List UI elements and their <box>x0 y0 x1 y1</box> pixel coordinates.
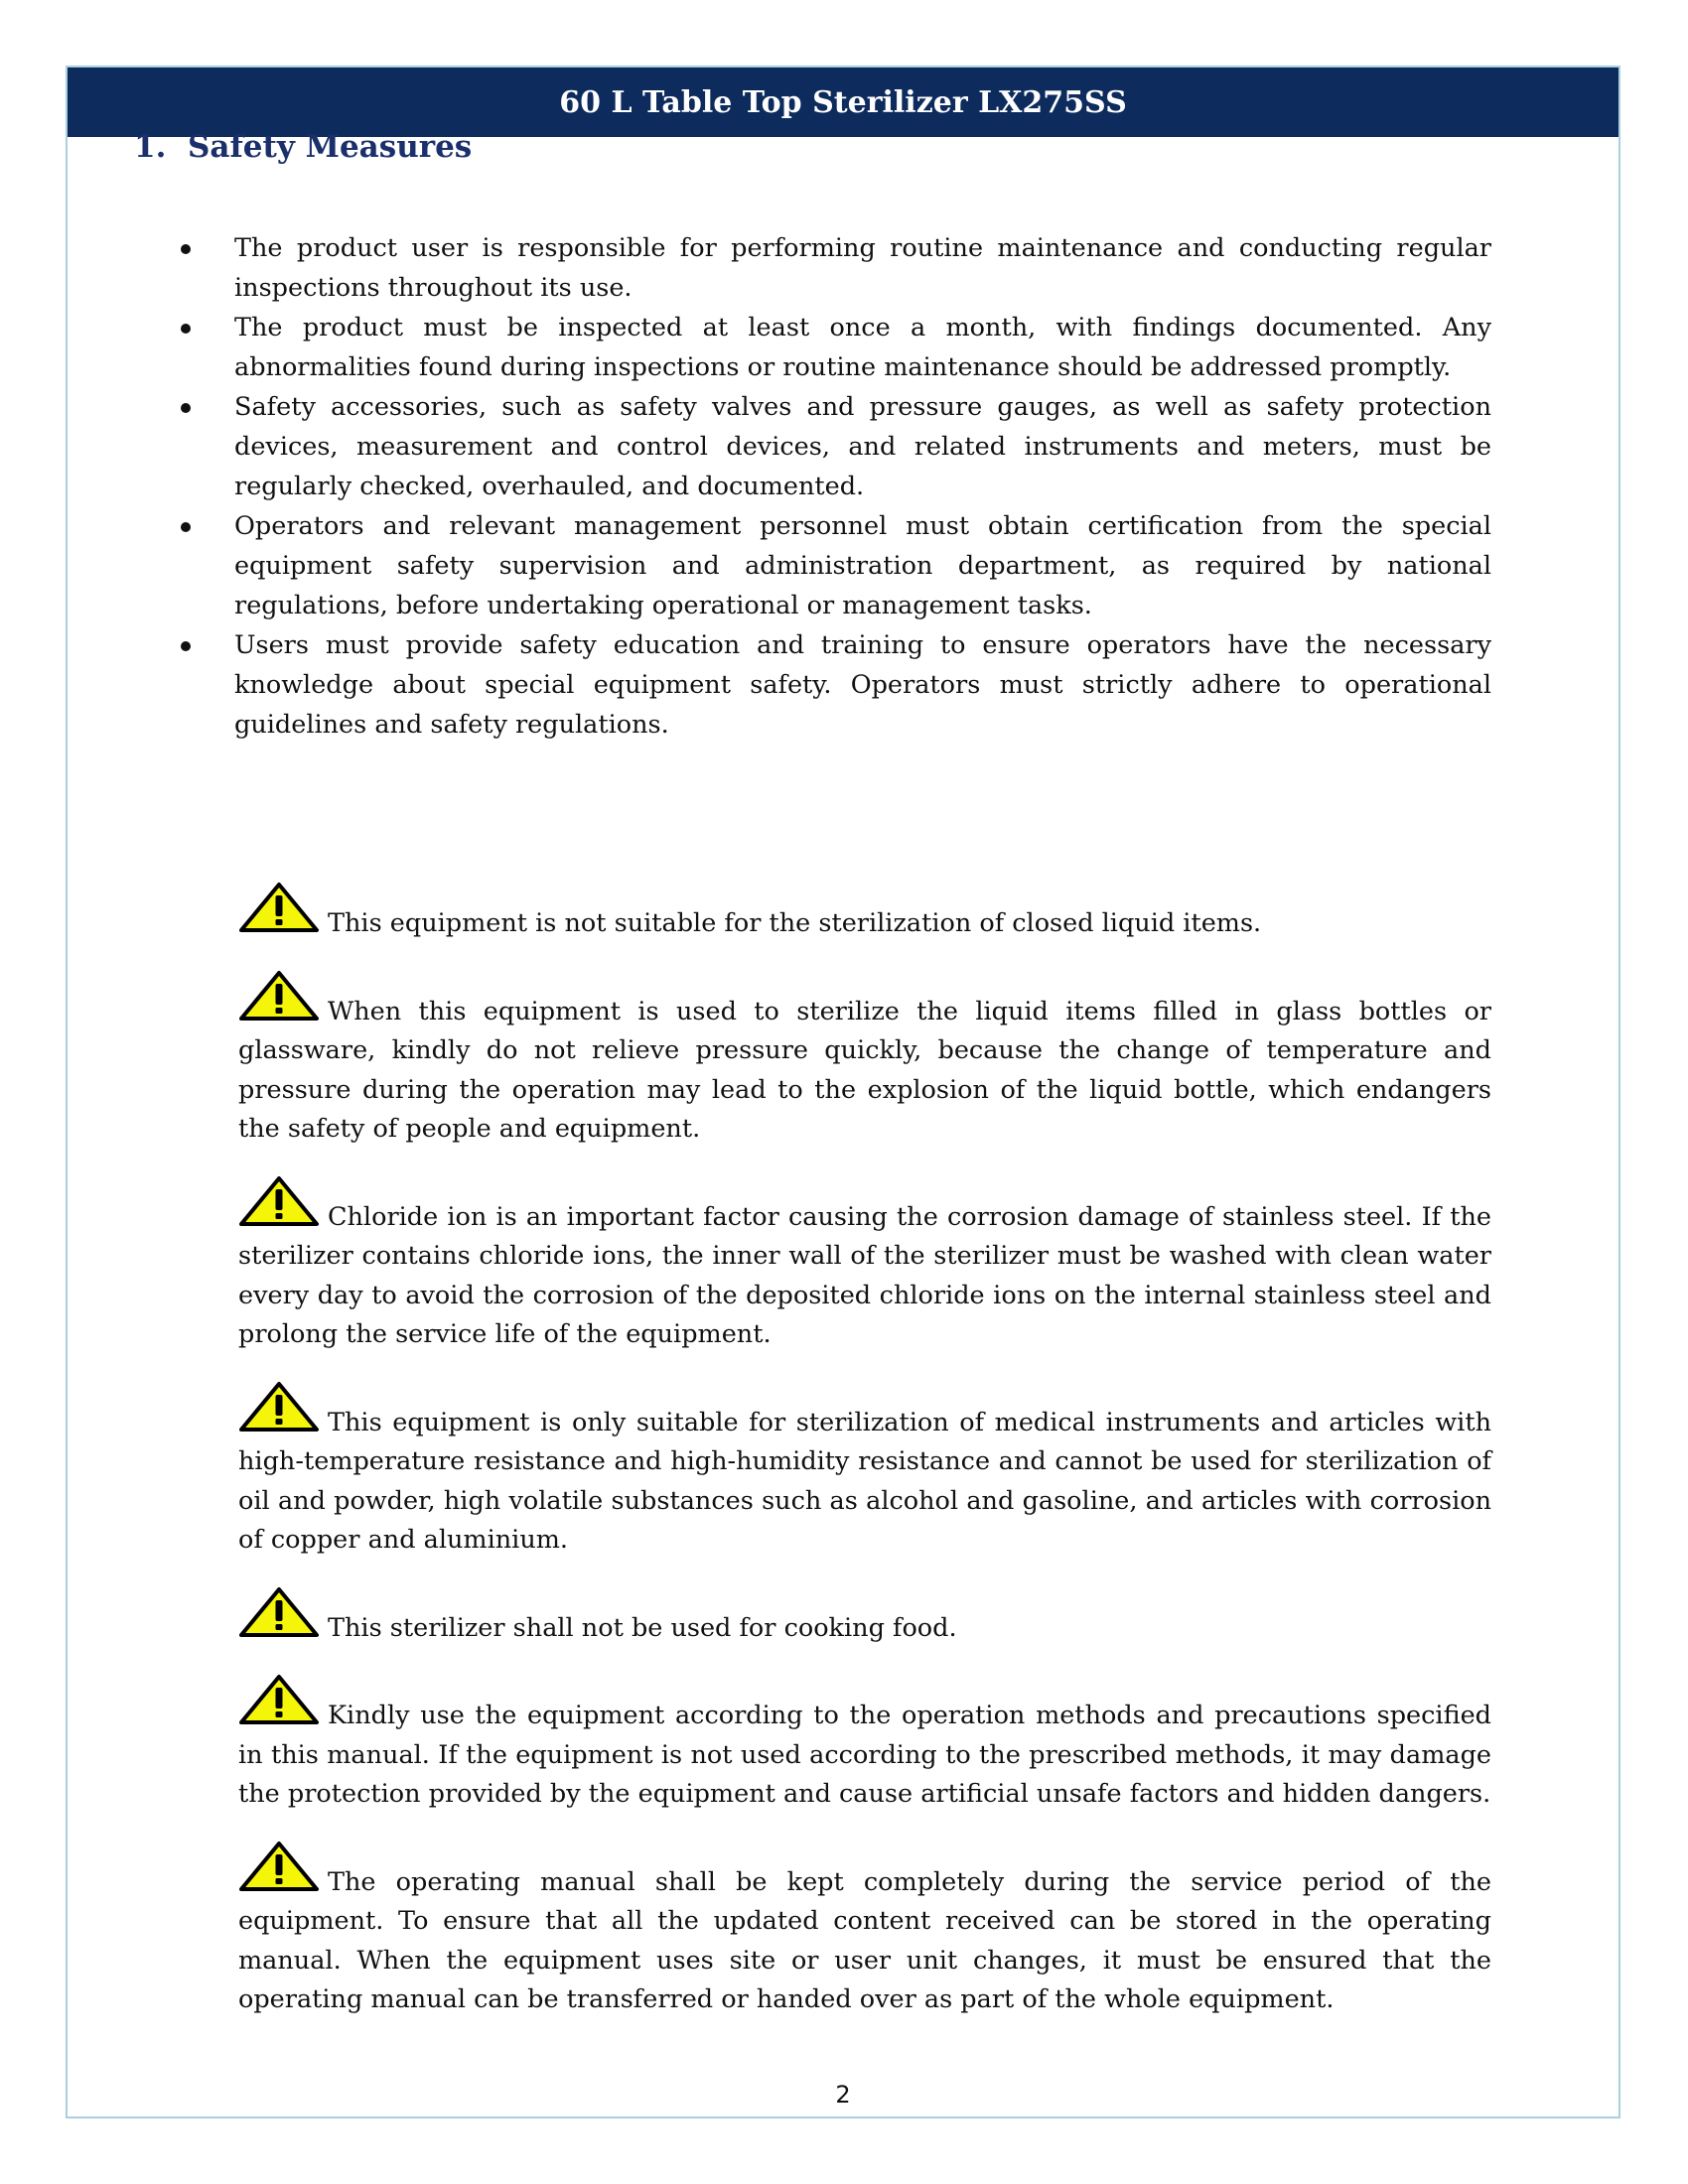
document-header <box>68 68 1618 137</box>
warning-triangle-icon <box>238 1674 320 1725</box>
document-title: 60 L Table Top Sterilizer LX275SS <box>559 84 1127 120</box>
bullet-item <box>171 308 1491 387</box>
warning-item <box>238 1841 1491 2020</box>
bullet-dot-icon <box>181 641 191 651</box>
bullet-text: Safety accessories, such as safety valves and pressure gauges, as well as safety protection devices, measurement and control devices, and related instruments and meters, must be regularly checked, overhauled, and documented. <box>234 392 1491 501</box>
warning-item <box>238 1674 1491 1815</box>
bullet-dot-icon <box>181 324 191 334</box>
warning-triangle-icon <box>238 1586 320 1638</box>
bullet-dot-icon <box>181 522 191 532</box>
bullet-item <box>171 228 1491 308</box>
bullet-dot-icon <box>181 244 191 254</box>
bullet-text: The product must be inspected at least once a month, with findings documented. Any abnormalities found during inspections or routine maintenance should be addressed promptly. <box>234 313 1491 382</box>
warning-item <box>238 882 1491 944</box>
warning-text: This equipment is only suitable for sterilization of medical instruments and articles with high-temperature resistance and high-humidity resistance and cannot be used for sterilization of oil and powder, high volatile substances such as alcohol and gasoline, and articles with corrosion of copper and aluminium. <box>238 1407 1491 1555</box>
warning-triangle-icon <box>238 970 320 1022</box>
warning-text: This equipment is not suitable for the sterilization of closed liquid items. <box>328 908 1262 938</box>
warning-triangle-icon <box>238 1175 320 1227</box>
warning-item <box>238 970 1491 1150</box>
warning-item <box>238 1381 1491 1561</box>
page-number: 2 <box>835 2081 851 2109</box>
bullet-text: Users must provide safety education and training to ensure operators have the necessary knowledge about special equipment safety. Operators must strictly adhere to operational guidelines and safety regulations. <box>234 630 1491 740</box>
bullet-item <box>171 387 1491 506</box>
warning-triangle-icon <box>238 1841 320 1892</box>
safety-bullet-list <box>171 228 1491 745</box>
warning-text: Kindly use the equipment according to the operation methods and precautions specified in this manual. If the equipment is not used according to the prescribed methods, it may damage the protection provided by the equipment and cause artificial unsafe factors and hidden dangers. <box>238 1701 1491 1809</box>
warning-text: Chloride ion is an important factor causing the corrosion damage of stainless steel. If the sterilizer contains chloride ions, the inner wall of the sterilizer must be washed with clean water every day to avoid the corrosion of the deposited chloride ions on the internal stainless steel and prolong the service life of the equipment. <box>238 1201 1491 1349</box>
warning-item <box>238 1175 1491 1355</box>
bullet-item <box>171 625 1491 745</box>
section-number: 1. <box>134 129 167 165</box>
warning-item <box>238 1586 1491 1649</box>
warning-text: The operating manual shall be kept completely during the service period of the equipment. To ensure that all the updated content received can be stored in the operating manual. When the equipment uses site or user unit changes, it must be ensured that the operating manual can be transferred or handed over as part of the whole equipment. <box>238 1866 1491 2014</box>
bullet-text: The product user is responsible for performing routine maintenance and conducting regular inspections throughout its use. <box>234 233 1491 303</box>
warning-triangle-icon <box>238 1381 320 1433</box>
bullet-dot-icon <box>181 403 191 413</box>
warning-text: This sterilizer shall not be used for cooking food. <box>328 1612 957 1643</box>
warning-list <box>238 882 1491 2046</box>
warning-text: When this equipment is used to sterilize the liquid items filled in glass bottles or glassware, kindly do not relieve pressure quickly, because the change of temperature and pressure during the operation may lead to the explosion of the liquid bottle, which endangers the safety of people and equipment. <box>238 996 1491 1144</box>
bullet-item <box>171 506 1491 625</box>
bullet-text: Operators and relevant management personnel must obtain certification from the special equipment safety supervision and administration department, as required by national regulations, before undertaking operational or management tasks. <box>234 511 1491 620</box>
section-heading <box>134 129 472 165</box>
warning-triangle-icon <box>238 882 320 933</box>
section-title: Safety Measures <box>187 129 473 165</box>
